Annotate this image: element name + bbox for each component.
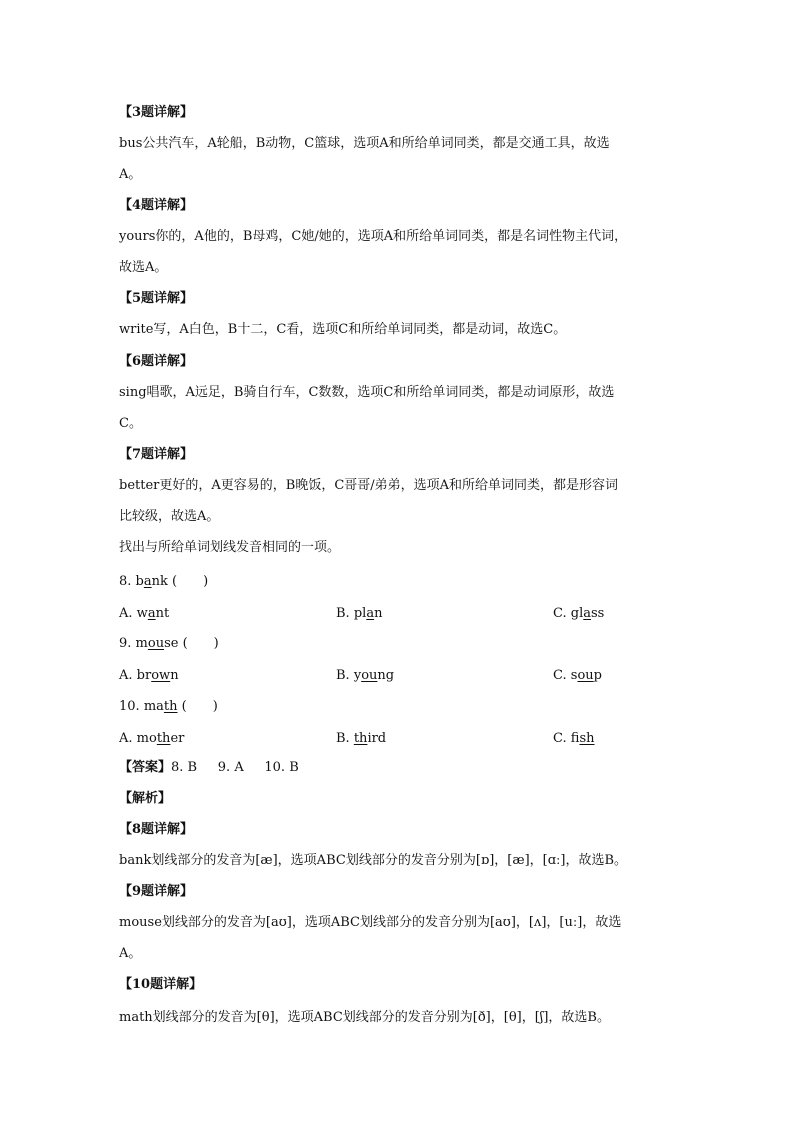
- question-10: [119, 698, 218, 716]
- answer-9: 9. A: [217, 760, 244, 775]
- option-8a: A. want: [119, 606, 170, 621]
- explanation-7-line-2: 比较级，故选A。: [119, 509, 220, 524]
- answer-paren-close: ): [212, 699, 218, 714]
- section-heading-6: 【6题详解】: [119, 354, 194, 369]
- explanation-6-line-1: sing唱歌，A远足，B骑自行车，C数数，选项C和所给单词同类，都是动词原形，故选: [119, 385, 615, 400]
- question-number: 8.: [119, 574, 132, 589]
- option-9b: B. young: [336, 668, 395, 683]
- section-heading-7: 【7题详解】: [119, 447, 194, 462]
- explanation-10-line-1: math划线部分的发音为[θ]，选项ABC划线部分的发音分别为[ð]，[θ]，[ʃ]，故选B。: [119, 1010, 610, 1025]
- answer-paren-close: ): [213, 636, 219, 651]
- explanation-5-line-1: write写，A白色，B十二，C看，选项C和所给单词同类，都是动词，故选C。: [119, 322, 567, 337]
- section-heading-8: 【8题详解】: [119, 822, 194, 837]
- question-8: [119, 573, 208, 591]
- question-9: [119, 635, 219, 653]
- answer-paren-close: ): [203, 574, 209, 589]
- option-10a: A. mother: [119, 731, 185, 746]
- answer-paren-open: (: [181, 699, 187, 714]
- explanation-9-line-1: mouse划线部分的发音为[aʊ]，选项ABC划线部分的发音分别为[aʊ]，[ʌ]，[uː]，故选: [119, 915, 622, 930]
- answer-10: 10. B: [264, 760, 299, 775]
- section-heading-3: 【3题详解】: [119, 105, 194, 120]
- instruction-text: 找出与所给单词划线发音相同的一项。: [119, 540, 341, 555]
- answer-8: 8. B: [171, 760, 198, 775]
- answer-line: [119, 759, 299, 777]
- answer-paren-open: (: [182, 636, 188, 651]
- option-9a: A. brown: [119, 668, 179, 683]
- section-heading-4: 【4题详解】: [119, 198, 194, 213]
- explanation-8-line-1: bank划线部分的发音为[æ]，选项ABC划线部分的发音分别为[ɒ]，[æ]，[ɑː]，故选B。: [119, 853, 628, 868]
- explanation-3-line-2: A。: [119, 167, 142, 182]
- option-9c: C. soup: [553, 668, 602, 683]
- question-number: 9.: [119, 636, 132, 651]
- analysis-heading: 【解析】: [119, 791, 172, 806]
- question-word: math: [143, 699, 178, 714]
- option-10b: B. third: [336, 731, 387, 746]
- option-10c: C. fish: [553, 731, 595, 746]
- explanation-9-line-2: A。: [119, 946, 142, 961]
- option-8c: C. glass: [553, 606, 605, 621]
- explanation-4-line-1: yours你的，A他的，B母鸡，C她/她的，选项A和所给单词同类，都是名词性物主代词，: [119, 229, 628, 244]
- explanation-6-line-2: C。: [119, 416, 142, 431]
- question-word: bank: [135, 574, 168, 589]
- answer-paren-open: (: [172, 574, 178, 589]
- section-heading-9: 【9题详解】: [119, 884, 194, 899]
- explanation-4-line-2: 故选A。: [119, 260, 168, 275]
- question-number: 10.: [119, 699, 140, 714]
- answer-tag: 【答案】: [119, 760, 172, 775]
- option-8b: B. plan: [336, 606, 383, 621]
- explanation-7-line-1: better更好的，A更容易的，B晚饭，C哥哥/弟弟，选项A和所给单词同类，都是形容词: [119, 478, 619, 493]
- explanation-3-line-1: bus公共汽车，A轮船，B动物，C篮球，选项A和所给单词同类，都是交通工具，故选: [119, 136, 610, 151]
- section-heading-5: 【5题详解】: [119, 291, 194, 306]
- section-heading-10: 【10题详解】: [119, 977, 203, 992]
- question-word: mouse: [135, 636, 179, 651]
